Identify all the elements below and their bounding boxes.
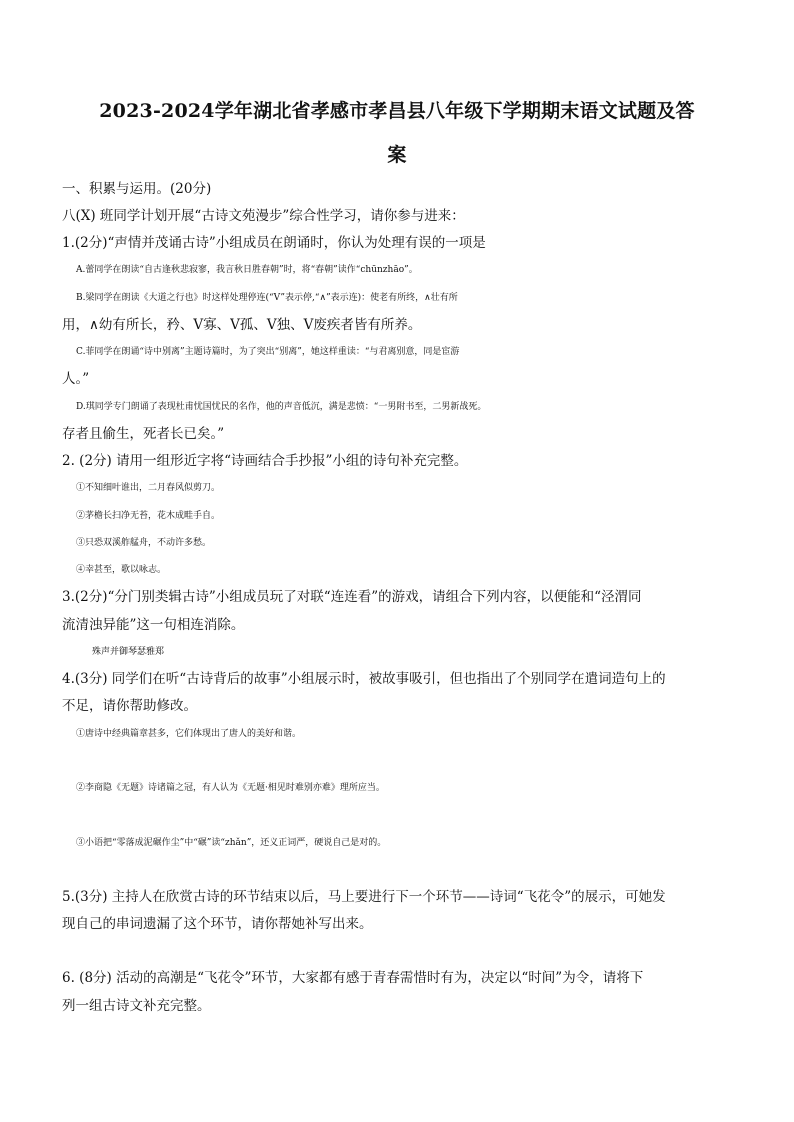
q4-item: ①唐诗中经典篇章甚多，它们体现出了唐人的美好和谐。 bbox=[76, 729, 302, 739]
q1-option-b-line1: B.梁同学在朗读《大道之行也》时这样处理停连(“V”表示停,“∧”表示连)：使老有所终，∧壮有所 bbox=[76, 293, 458, 303]
q3-word-bank: 殊声并御琴瑟雅郑 bbox=[92, 647, 165, 657]
q1-option-b-line2: 用，∧幼有所长，矜、V寡、V孤、V独、V废疾者皆有所养。 bbox=[62, 317, 422, 333]
intro-text: 八(X) 班同学计划开展“古诗文苑漫步”综合性学习，请你参与进来： bbox=[62, 208, 465, 224]
q4-stem-line1: 4.(3分) 同学们在听“古诗背后的故事”小组展示时，被故事吸引，但也指出了个别同学在遣词造句上的 bbox=[62, 671, 666, 687]
q2-stem: 2. (2分) 请用一组形近字将“诗画结合手抄报”小组的诗句补充完整。 bbox=[62, 453, 468, 469]
q5-line2: 现自己的串词遗漏了这个环节，请你帮她补写出来。 bbox=[62, 916, 373, 932]
q2-item: ②茅檐长扫净无苔，花木成畦手自。 bbox=[76, 511, 221, 521]
q3-stem-line2: 流清浊异能”这一句相连消除。 bbox=[62, 617, 245, 633]
q2-item: ④幸甚至，歌以咏志。 bbox=[76, 565, 167, 575]
q2-item: ③只恐双溪舴艋舟，不动许多愁。 bbox=[76, 538, 212, 548]
section-heading: 一、积累与运用。(20分) bbox=[62, 181, 212, 197]
q1-option-d-line1: D.琪同学专门朗诵了表现杜甫忧国忧民的名作，他的声音低沉，满是悲愤：“一男附书至，二男新战死。 bbox=[76, 402, 487, 412]
q1-option-c-line1: C.菲同学在朗诵“诗中别离”主题诗篇时，为了突出“别离”，她这样重读：“与君离别意，同是宦游 bbox=[76, 347, 460, 357]
q5-line1: 5.(3分) 主持人在欣赏古诗的环节结束以后，马上要进行下一个环节——诗词“飞花令”的展示，可她发 bbox=[62, 889, 666, 905]
q1-option-a: A.蕾同学在朗读“自古逢秋悲寂寥，我言秋日胜春朝”时，将“春朝”读作“chūnzhāo”。 bbox=[76, 265, 418, 275]
q3-stem-line1: 3.(2分)“分门别类辑古诗”小组成员玩了对联“连连看”的游戏，请组合下列内容，以便能和“泾渭同 bbox=[62, 589, 642, 605]
q4-item: ③小语把“零落成泥碾作尘”中“碾”读“zhǎn”，还义正词严，硬说自己是对的。 bbox=[76, 838, 387, 848]
q1-option-c-line2: 人。” bbox=[62, 371, 90, 387]
q2-item: ①不知细叶谁出，二月春风似剪刀。 bbox=[76, 483, 221, 493]
q4-stem-line2: 不足，请你帮助修改。 bbox=[62, 698, 197, 714]
document-title-line1: 2023-2024学年湖北省孝感市孝昌县八年级下学期期末语文试题及答 bbox=[99, 100, 695, 122]
q4-item: ②李商隐《无题》诗诸篇之冠，有人认为《无题·相见时难别亦难》理所应当。 bbox=[76, 783, 385, 793]
q6-line2: 列一组古诗文补充完整。 bbox=[62, 998, 211, 1014]
q1-option-d-line2: 存者且偷生，死者长已矣。” bbox=[62, 426, 225, 442]
document-title-line2: 案 bbox=[387, 144, 407, 166]
q1-stem: 1.(2分)“声情并茂诵古诗”小组成员在朗诵时，你认为处理有误的一项是 bbox=[62, 235, 486, 251]
q6-line1: 6. (8分) 活动的高潮是“飞花令”环节，大家都有感于青春需惜时有为，决定以“时间”为令，请将下 bbox=[62, 970, 644, 986]
